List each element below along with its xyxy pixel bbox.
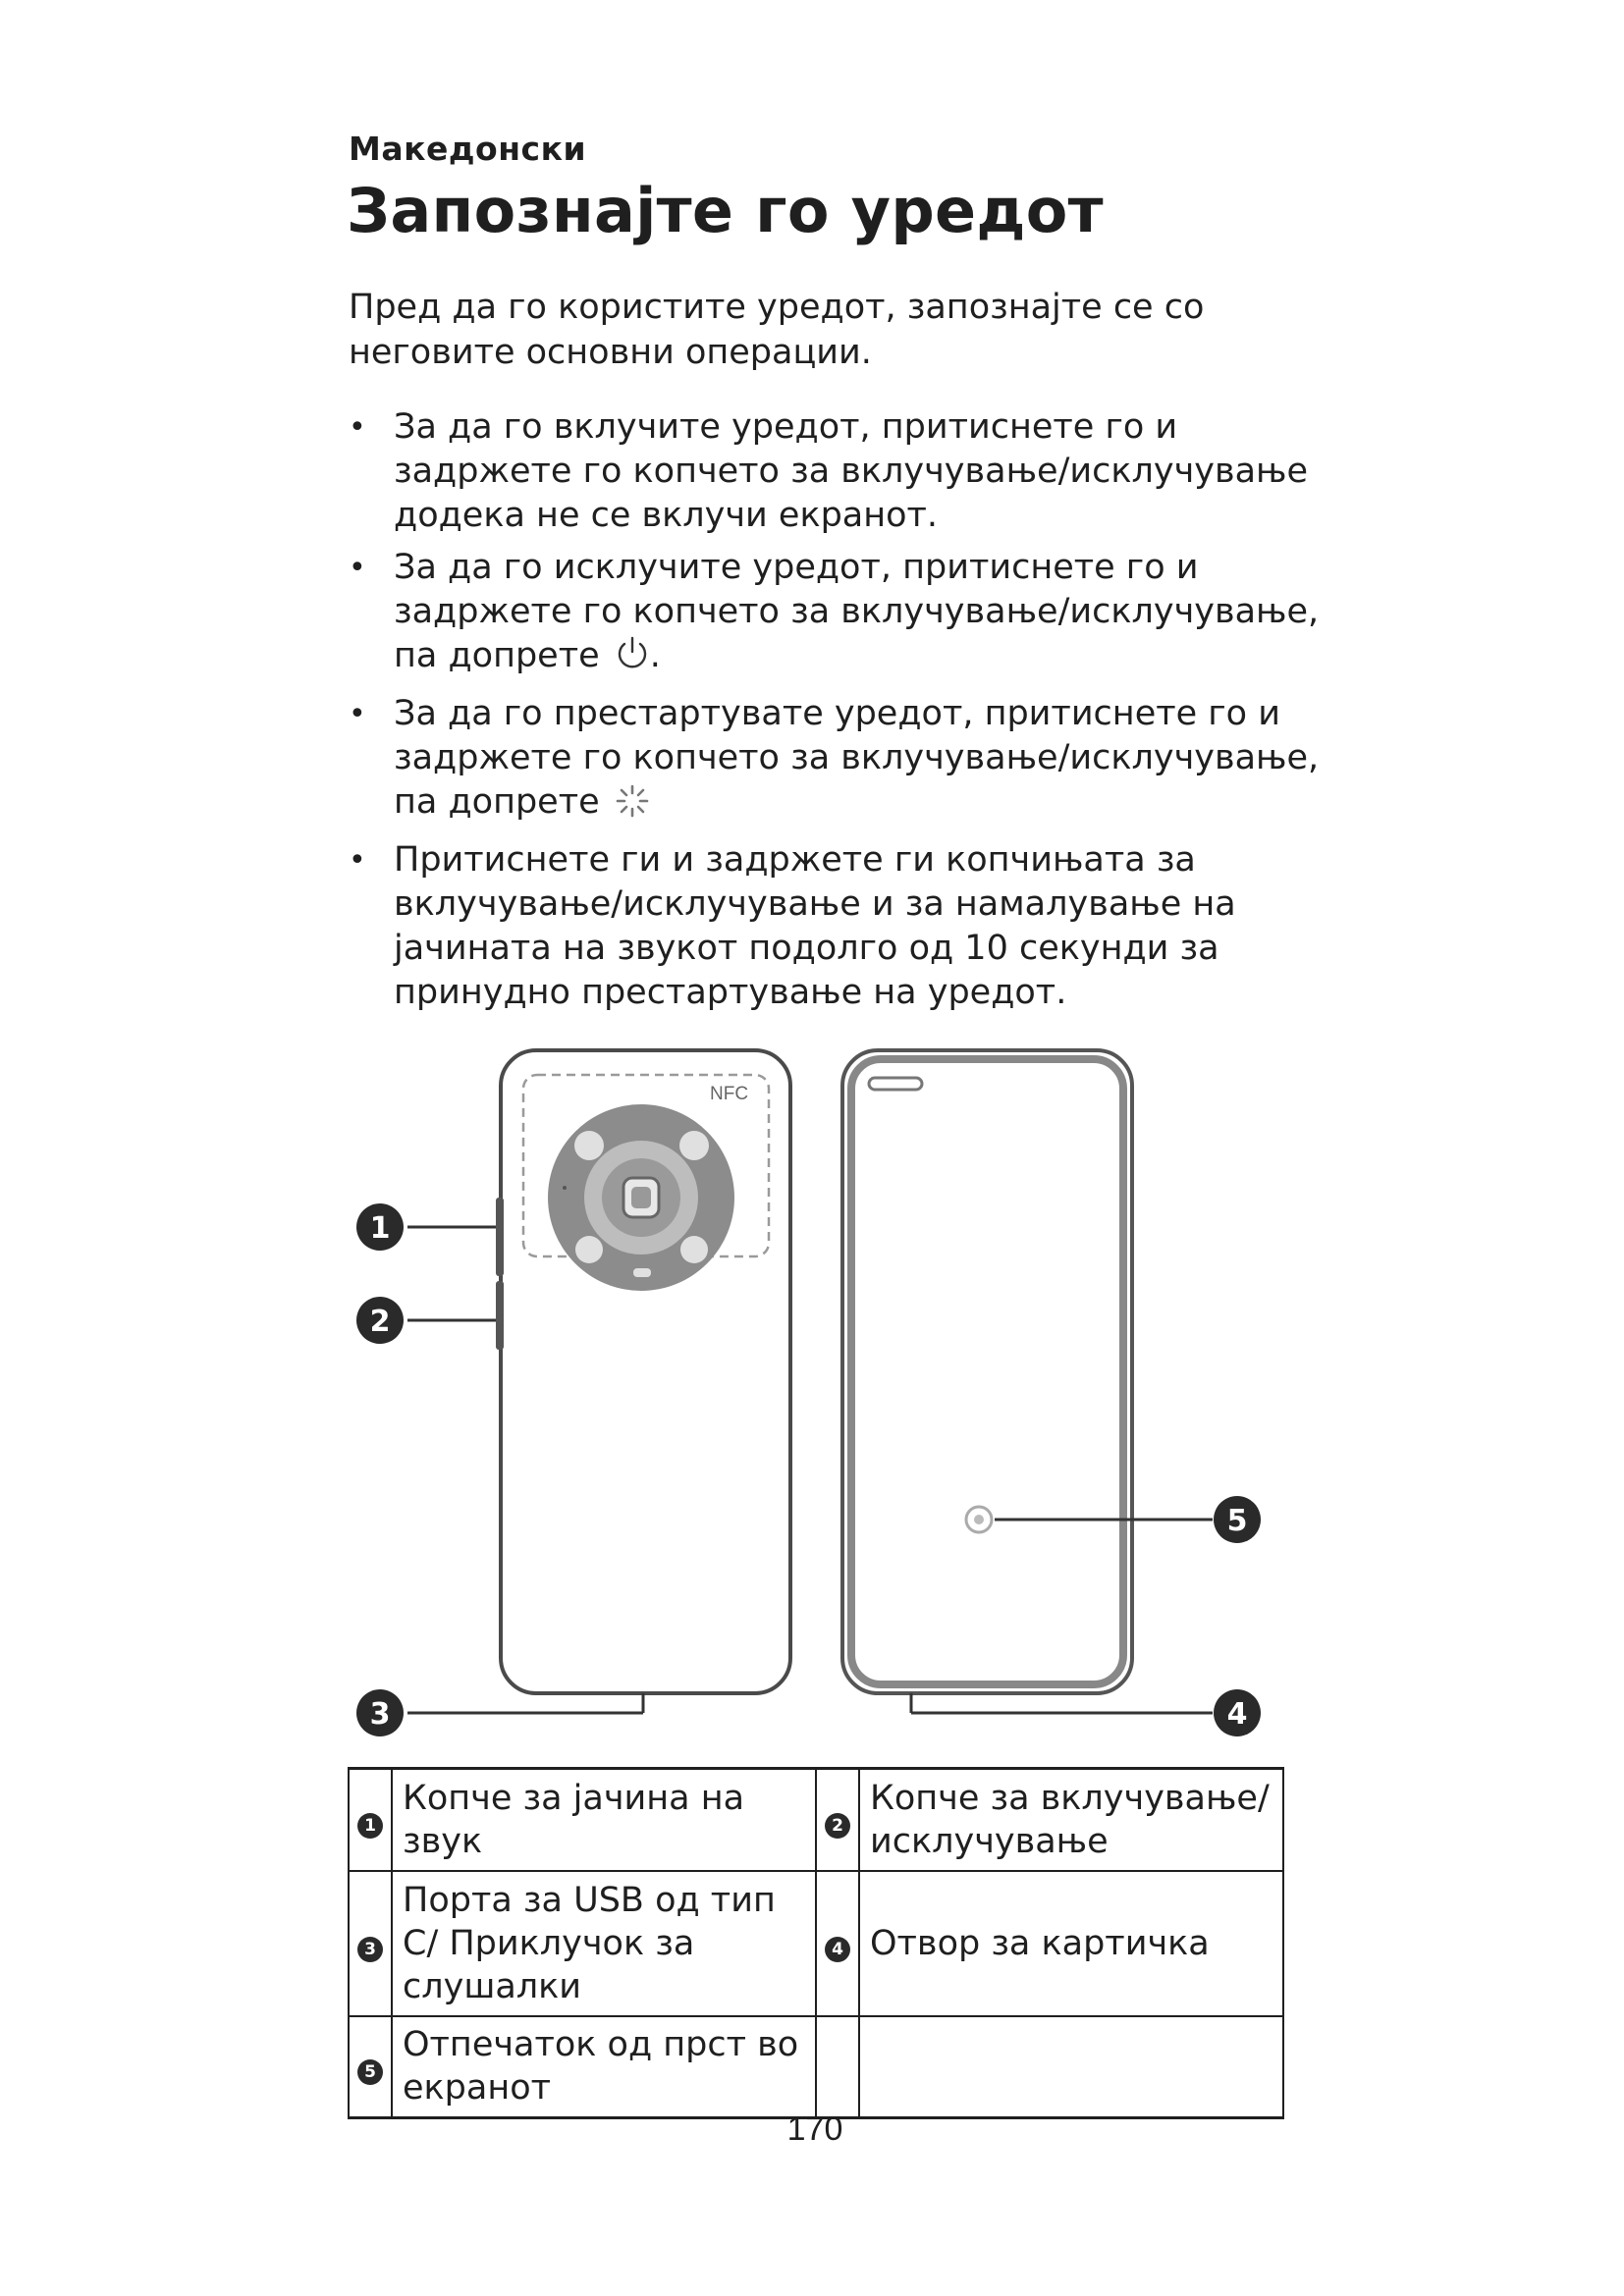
- power-icon: [615, 635, 650, 684]
- bullet-text: Притиснете ги и задржете ги копчињата за вклучување/исклучување и за намалување на јачината на звукот подолго од 10 секунди за принудно престартување на уредот.: [394, 840, 1236, 1012]
- svg-text:5: 5: [1226, 1504, 1248, 1538]
- number-badge: 3: [357, 1937, 383, 1962]
- table-cell: Копче за јачина на звук: [392, 1769, 816, 1871]
- number-badge: 2: [825, 1813, 850, 1839]
- parts-table: [348, 1767, 1284, 2119]
- page-title: Запознајте го уредот: [347, 175, 1104, 246]
- phone-back: [496, 1050, 790, 1713]
- device-diagram: [339, 1041, 1301, 1757]
- number-badge: 1: [357, 1813, 383, 1839]
- number-badge: 5: [357, 2059, 383, 2085]
- table-cell: Порта за USB од тип C/ Приклучок за слушалки: [392, 1871, 816, 2016]
- bullet-icon: •: [349, 697, 366, 731]
- table-row: [349, 1871, 1283, 2016]
- callout-3: [356, 1689, 404, 1736]
- table-cell: [816, 1871, 859, 2016]
- front-camera: [869, 1078, 922, 1090]
- list-item: [349, 405, 1330, 538]
- number-badge: 4: [825, 1937, 850, 1962]
- table-row: [349, 1769, 1283, 1871]
- bullet-icon: •: [349, 410, 366, 445]
- bullet-text: За да го престартувате уредот, притиснете го и задржете го копчето за вклучување/исклучување, па допрете: [394, 694, 1320, 822]
- power-button: [496, 1281, 504, 1350]
- table-row: [349, 2016, 1283, 2118]
- table-cell: [816, 2016, 859, 2118]
- callout-2: [356, 1297, 404, 1344]
- svg-text:3: 3: [369, 1697, 391, 1732]
- table-cell: [816, 1769, 859, 1871]
- callout-5: [1214, 1496, 1261, 1543]
- bullet-text: За да го вклучите уредот, притиснете го и задржете го копчето за вклучување/исклучување додека не се вклучи екранот.: [394, 407, 1309, 535]
- volume-button: [496, 1198, 504, 1276]
- table-cell: Копче за вклучување/ исклучување: [859, 1769, 1283, 1871]
- bullet-text: За да го исклучите уредот, притиснете го и задржете го копчето за вклучување/исклучување, па допрете: [394, 548, 1320, 675]
- callout-1: [356, 1203, 404, 1251]
- language-label: Македонски: [349, 130, 587, 168]
- table-cell: [859, 2016, 1283, 2118]
- bullet-icon: •: [349, 551, 366, 585]
- table-cell: [349, 2016, 392, 2118]
- svg-text:4: 4: [1226, 1697, 1248, 1732]
- svg-text:2: 2: [369, 1305, 391, 1339]
- list-item: • За да го исклучите уредот, притиснете го и задржете го копчето за вклучување/исклучување, па допрете .: [349, 546, 1330, 684]
- page-number: 170: [786, 2110, 843, 2148]
- nfc-label: NFC: [710, 1084, 749, 1104]
- instruction-list: [349, 405, 1330, 1023]
- list-item: [349, 692, 1330, 830]
- svg-text:1: 1: [369, 1211, 391, 1246]
- callout-4: [1214, 1689, 1261, 1736]
- intro-paragraph: Пред да го користите уредот, запознајте се со неговите основни операции.: [349, 288, 1205, 372]
- table-cell: [349, 1871, 392, 2016]
- camera-module: [548, 1104, 734, 1291]
- bullet-icon: •: [349, 843, 366, 878]
- table-cell: Отпечаток од прст во екранот: [392, 2016, 816, 2118]
- phone-front: [842, 1050, 1132, 1713]
- table-cell: Отвор за картичка: [859, 1871, 1283, 2016]
- table-cell: [349, 1769, 392, 1871]
- list-item: [349, 838, 1330, 1015]
- restart-icon: [615, 783, 650, 830]
